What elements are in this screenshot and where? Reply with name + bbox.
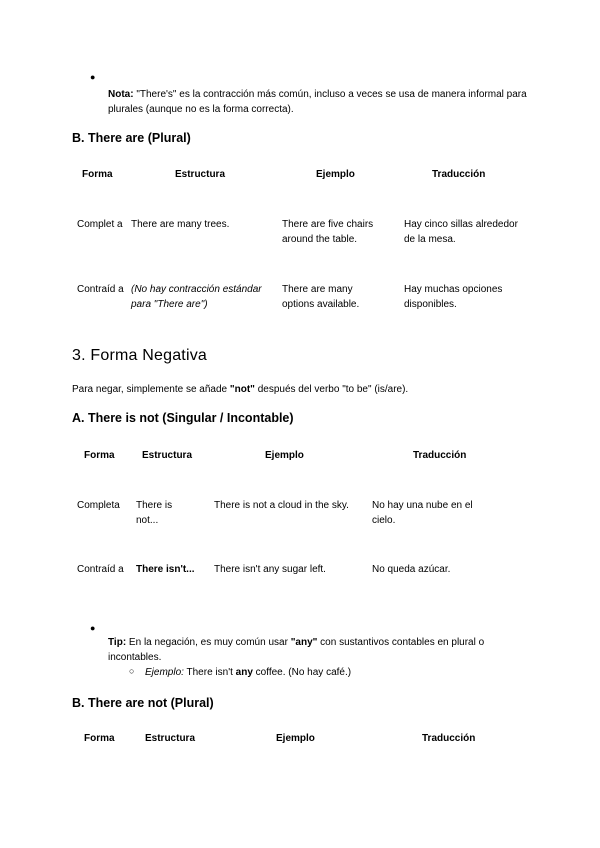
table3-header-forma: Forma (84, 733, 115, 744)
table1-header-traduccion: Traducción (432, 169, 486, 180)
tip-text-after: con sustantivos contables en plural o incontables. (108, 637, 485, 663)
tip-example-label: Ejemplo: (145, 667, 184, 678)
bullet-icon: ● (90, 72, 96, 82)
circle-bullet-icon: ○ (129, 666, 135, 676)
table2-cell-estructura: There is not... (136, 500, 173, 526)
tip-example-bold: any (235, 667, 253, 678)
table3-header-estructura: Estructura (145, 733, 196, 744)
table2-header-ejemplo: Ejemplo (265, 450, 304, 461)
table2-cell-ejemplo: There is not a cloud in the sky. (214, 500, 349, 511)
tip-label: Tip: (108, 637, 127, 648)
tip-bold: "any" (290, 637, 318, 648)
table2-cell-forma: Completa (77, 500, 120, 511)
table1-cell-ejemplo: There are many options available. (282, 284, 360, 310)
table3-header-ejemplo: Ejemplo (276, 733, 315, 744)
intro-text-bold: "not" (229, 384, 255, 395)
note-paragraph (108, 87, 528, 117)
note-text: "There's" es la contracción más común, incluso a veces se usa de manera informal para plurales (aunque no es la forma correcta). (108, 89, 527, 115)
table3-header-traduccion: Traducción (422, 733, 476, 744)
table1-cell-estructura: There are many trees. (131, 219, 230, 230)
table1-cell-estructura: (No hay contracción estándar para "There are") (131, 284, 262, 310)
table1-cell-forma: Complet a (77, 219, 123, 230)
table1-cell-traduccion: Hay cinco sillas alrededor de la mesa. (404, 219, 518, 245)
section-heading-there-are-not: B. There are not (Plural) (72, 696, 214, 710)
table2-cell-traduccion: No hay una nube en el cielo. (372, 500, 473, 526)
section-heading-there-is-not: A. There is not (Singular / Incontable) (72, 411, 294, 425)
table1-header-ejemplo: Ejemplo (316, 169, 355, 180)
table2-header-traduccion: Traducción (413, 450, 467, 461)
table1-header-estructura: Estructura (175, 169, 226, 180)
intro-paragraph (72, 382, 532, 397)
table1-cell-ejemplo: There are five chairs around the table. (282, 219, 374, 245)
table2-cell-estructura: There isn't... (136, 564, 195, 575)
section-heading-forma-negativa: 3. Forma Negativa (72, 347, 208, 364)
tip-paragraph (108, 635, 533, 665)
table1-cell-traduccion: Hay muchas opciones disponibles. (404, 284, 503, 310)
table2-cell-forma: Contraíd a (77, 564, 124, 575)
table2-header-estructura: Estructura (142, 450, 193, 461)
bullet-icon: ● (90, 623, 96, 633)
tip-text-before: En la negación, es muy común usar (126, 637, 291, 648)
table1-header-forma: Forma (82, 169, 113, 180)
intro-text-before: Para negar, simplemente se añade (72, 384, 230, 395)
table1-cell-forma: Contraíd a (77, 284, 124, 295)
table2-cell-ejemplo: There isn't any sugar left. (214, 564, 326, 575)
tip-example-after: coffee. (No hay café.) (252, 667, 352, 678)
section-heading-there-are: B. There are (Plural) (72, 131, 191, 145)
tip-example-before: There isn't (183, 667, 236, 678)
intro-text-after: después del verbo "to be" (is/are). (254, 384, 409, 395)
note-label: Nota: (108, 89, 134, 100)
table2-header-forma: Forma (84, 450, 115, 461)
table2-cell-traduccion: No queda azúcar. (372, 564, 451, 575)
tip-example (145, 665, 525, 680)
